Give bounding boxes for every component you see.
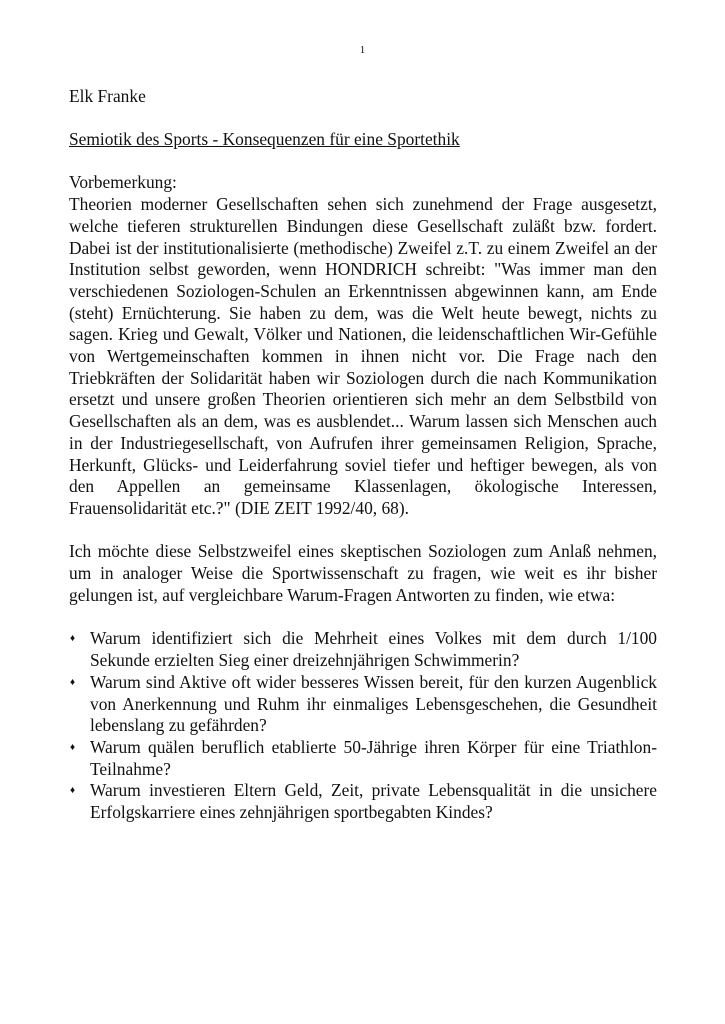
list-item <box>69 780 657 823</box>
preface-heading: Vorbemerkung: <box>69 172 177 193</box>
page-number: 1 <box>359 44 366 56</box>
question-text: Warum sind Aktive oft wider besseres Wissen bereit, für den kurzen Augenblick von Anerkennung und Ruhm ihr einmaliges Lebensgeschehen, die Gesundheit lebenslang zu gefährden? <box>90 671 657 736</box>
document-body <box>69 86 657 824</box>
author-name: Elk Franke <box>69 86 146 106</box>
paragraph-intro-quote: Theorien moderner Gesellschaften sehen sich zunehmend der Frage ausgesetzt, welche tieferen strukturellen Bindungen diese Gesellschaft zuläßt bzw. fordert. Dabei ist der institutionalisierte (methodische) Zweifel z.T. zu einem Zweifel an der Institution selbst geworden, wenn HONDRICH schreibt: "Was immer man den verschiedenen Soziologen-Schulen an Erkenntnissen abgewinnen kann, am Ende (steht) Ernüchterung. Sie haben zu dem, was die Welt heute bewegt, nichts zu sagen. Krieg und Gewalt, Völker und Nationen, die leidenschaftlichen Wir-Gefühle von Wertgemeinschaften kommen in ihnen nicht vor. Die Frage nach den Triebkräften der Solidarität haben wir Soziologen durch die nach Kommunikation ersetzt und unsere großen Theorien orientieren sich mehr an dem Selbstbild von Gesellschaften als an dem, was es ausblendet... Warum lassen sich Menschen auch in der Industriegesellschaft, von Aufrufen ihrer gemeinsamen Religion, Sprache, Herkunft, Glücks- und Leiderfahrung soviel tiefer und heftiger bewegen, als von den Appellen an gemeinsame Klassenlagen, ökologische Interessen, Frauensolidarität etc.?" (DIE ZEIT 1992/40, 68). <box>69 194 657 518</box>
question-text: Warum investieren Eltern Geld, Zeit, private Lebensqualität in die unsichere Erfolgskarriere eines zehnjährigen sportbegabten Kindes? <box>90 780 657 823</box>
question-list <box>69 628 657 823</box>
question-text: Warum identifiziert sich die Mehrheit eines Volkes mit dem durch 1/100 Sekunde erzielten Sieg einer dreizehnjährigen Schwimmerin? <box>90 628 657 671</box>
diamond-bullet-icon: ♦ <box>70 676 76 688</box>
question-text: Warum quälen beruflich etablierte 50-Jährige ihren Körper für eine Triathlon-Teilnahme? <box>90 736 657 779</box>
diamond-bullet-icon: ♦ <box>70 633 76 645</box>
list-item <box>69 628 657 671</box>
list-item <box>69 737 657 780</box>
list-item <box>69 672 657 737</box>
document-title: Semiotik des Sports - Konsequenzen für eine Sportethik <box>69 128 460 149</box>
paragraph-research-question: Ich möchte diese Selbstzweifel eines skeptischen Soziologen zum Anlaß nehmen, um in analoger Weise die Sportwissenschaft zu fragen, wie weit es ihr bisher gelungen ist, auf vergleichbare Warum-Fragen Antworten zu finden, wie etwa: <box>69 541 657 605</box>
diamond-bullet-icon: ♦ <box>70 741 76 753</box>
diamond-bullet-icon: ♦ <box>70 785 76 797</box>
